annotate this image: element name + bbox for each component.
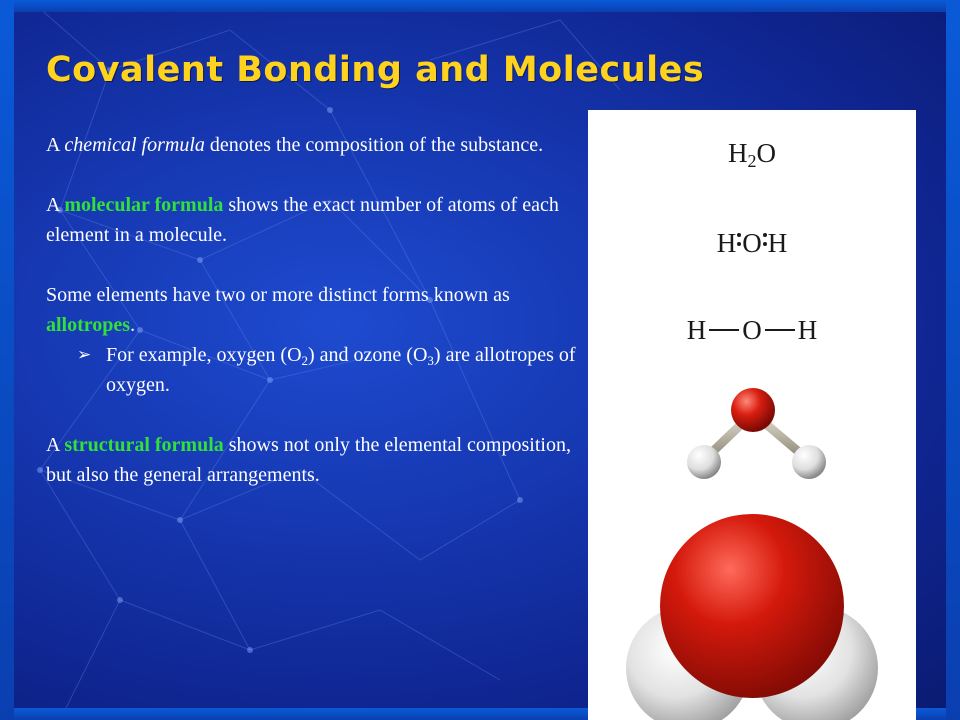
water-ball-and-stick-model — [588, 378, 916, 498]
bullet-allotrope-example: ➢ For example, oxygen $(O_2)$ and ozone $(O_3)$ are allotropes of oxygen. — [46, 340, 591, 400]
arrow-bullet-icon: ➢ — [77, 345, 92, 365]
paragraph-allotropes: Some elements have two or more distinct forms known as allotropes. — [46, 284, 510, 336]
water-space-filling-model — [588, 498, 916, 720]
slide-title: Covalent Bonding and Molecules — [46, 50, 705, 90]
paragraph-chemical-formula: A chemical formula denotes the composition of the substance. — [46, 134, 544, 156]
slide-body — [46, 130, 591, 520]
paragraph-structural-formula: A structural formula shows not only the elemental composition, but also the general arrangements. — [46, 434, 571, 486]
water-representations-panel — [588, 110, 916, 720]
formula-h2o: $H_2O$ — [728, 138, 776, 171]
formula-structural: H O H — [686, 315, 818, 345]
formula-lewis: H O H — [716, 228, 788, 258]
paragraph-molecular-formula: A molecular formula shows the exact number of atoms of each element in a molecule. — [46, 194, 559, 246]
term-chemical-formula: chemical formula — [64, 134, 205, 156]
term-structural-formula: structural formula — [64, 434, 224, 456]
term-allotropes: allotropes — [46, 314, 131, 336]
term-molecular-formula: molecular formula — [64, 194, 224, 216]
